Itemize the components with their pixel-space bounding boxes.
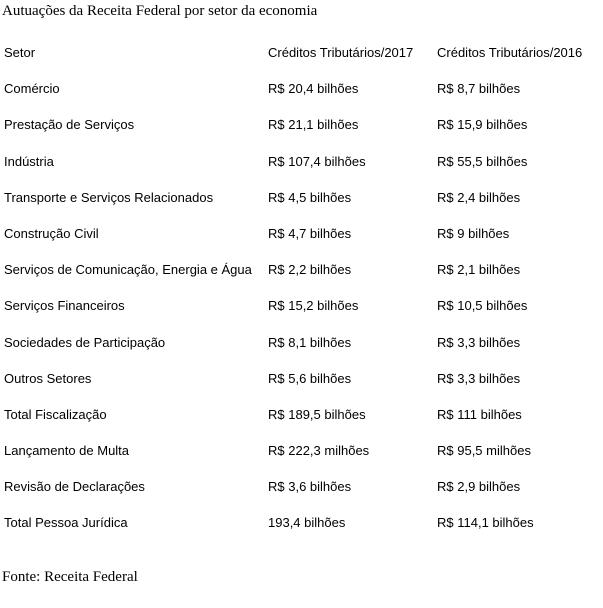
table-row: [0, 365, 603, 401]
credit-2017-cell: R$ 2,2 bilhões: [268, 262, 352, 278]
table-row: [0, 184, 603, 220]
sector-cell: Total Fiscalização: [4, 406, 107, 422]
header-creditos-2016: Créditos Tributários/2016: [437, 45, 583, 60]
credit-2017-cell: R$ 21,1 bilhões: [268, 117, 359, 133]
sector-cell: Transporte e Serviços Relacionados: [4, 189, 214, 205]
sector-cell: Construção Civil: [4, 225, 99, 241]
table-header-row: [0, 39, 603, 75]
sector-cell: Outros Setores: [4, 370, 92, 386]
credit-2017-cell: R$ 4,7 bilhões: [268, 225, 352, 241]
sector-cell: Total Pessoa Jurídica: [4, 515, 128, 531]
credit-2016-cell: R$ 3,3 bilhões: [437, 334, 521, 350]
credit-2016-cell: R$ 111 bilhões: [437, 406, 522, 422]
credit-2016-cell: R$ 114,1 bilhões: [437, 515, 534, 531]
sector-cell: Lançamento de Multa: [4, 443, 130, 459]
header-setor: Setor: [4, 45, 36, 60]
credit-2017-cell: 193,4 bilhões: [268, 515, 346, 531]
credit-2017-cell: R$ 107,4 bilhões: [268, 153, 366, 169]
document-title: Autuações da Receita Federal por setor da economia: [2, 3, 318, 19]
credit-2016-cell: R$ 3,3 bilhões: [437, 370, 521, 386]
table-row: [0, 111, 603, 147]
data-table: [0, 39, 603, 546]
sector-cell: Indústria: [4, 153, 54, 169]
credit-2017-cell: R$ 222,3 milhões: [268, 443, 370, 459]
credit-2016-cell: R$ 55,5 bilhões: [437, 153, 528, 169]
credit-2017-cell: R$ 5,6 bilhões: [268, 370, 352, 386]
table-row: [0, 148, 603, 184]
table-row: [0, 220, 603, 256]
credit-2016-cell: R$ 2,9 bilhões: [437, 479, 521, 495]
credit-2016-cell: R$ 10,5 bilhões: [437, 298, 528, 314]
table-row: [0, 292, 603, 328]
table-row: [0, 473, 603, 509]
table-row: [0, 401, 603, 437]
credit-2017-cell: R$ 3,6 bilhões: [268, 479, 352, 495]
credit-2016-cell: R$ 95,5 milhões: [437, 443, 531, 459]
table-row: [0, 329, 603, 365]
table-row: [0, 75, 603, 111]
sector-cell: Revisão de Declarações: [4, 479, 145, 495]
sector-cell: Comércio: [4, 81, 60, 97]
sector-cell: Sociedades de Participação: [4, 334, 166, 350]
credit-2017-cell: R$ 189,5 bilhões: [268, 406, 366, 422]
sector-cell: Serviços Financeiros: [4, 298, 125, 314]
table-row: [0, 509, 603, 545]
credit-2016-cell: R$ 9 bilhões: [437, 225, 510, 241]
sector-cell: Prestação de Serviços: [4, 117, 135, 133]
credit-2016-cell: R$ 2,1 bilhões: [437, 262, 521, 278]
credit-2016-cell: R$ 8,7 bilhões: [437, 81, 521, 97]
table-body: [0, 75, 603, 545]
credit-2017-cell: R$ 8,1 bilhões: [268, 334, 352, 350]
credit-2016-cell: R$ 2,4 bilhões: [437, 189, 521, 205]
header-creditos-2017: Créditos Tributários/2017: [268, 45, 414, 60]
sector-cell: Serviços de Comunicação, Energia e Água: [4, 262, 252, 278]
credit-2017-cell: R$ 4,5 bilhões: [268, 189, 352, 205]
credit-2017-cell: R$ 15,2 bilhões: [268, 298, 359, 314]
table-row: [0, 256, 603, 292]
source-note: Fonte: Receita Federal: [2, 569, 138, 585]
table-row: [0, 437, 603, 473]
credit-2016-cell: R$ 15,9 bilhões: [437, 117, 528, 133]
credit-2017-cell: R$ 20,4 bilhões: [268, 81, 359, 97]
